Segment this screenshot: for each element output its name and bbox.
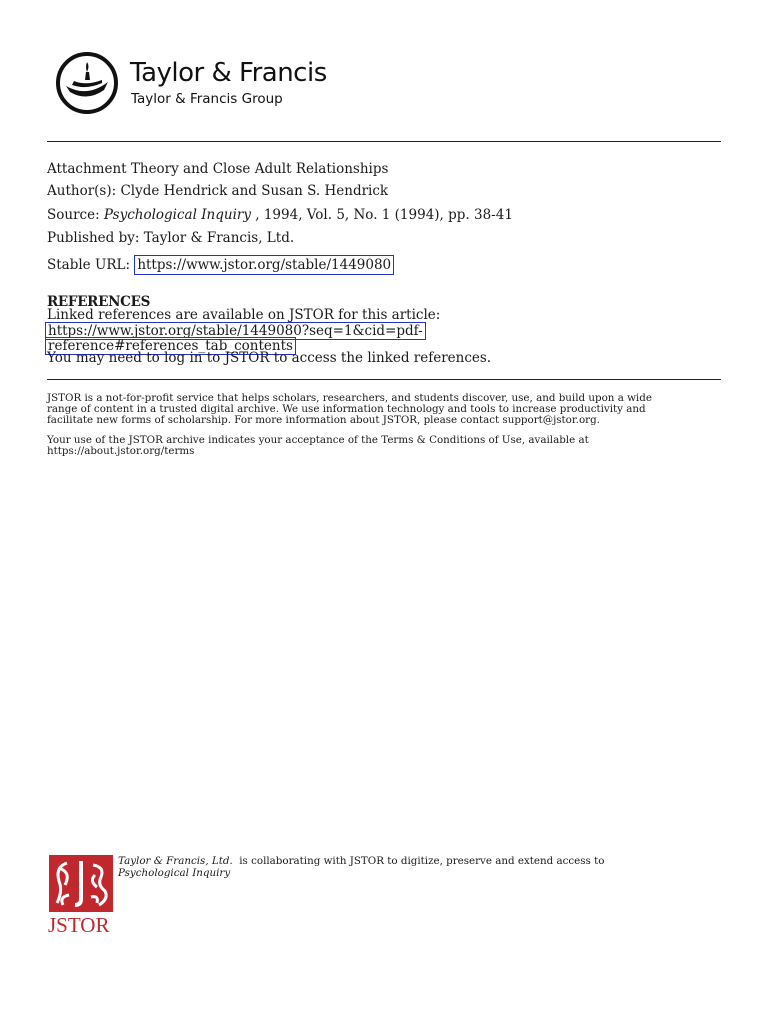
article-authors: [47, 182, 388, 200]
collaboration-statement: [118, 855, 604, 879]
authors-value: Clyde Hendrick and Susan S. Hendrick: [120, 183, 389, 199]
collab-journal: Psychological Inquiry: [118, 867, 231, 879]
notice-line: range of content in a trusted digital archive. We use information technology and tools to increase productivity and: [47, 403, 646, 415]
article-title: Attachment Theory and Close Adult Relationships: [47, 161, 389, 177]
source-journal: Psychological Inquiry: [103, 207, 251, 223]
terms-url[interactable]: https://about.jstor.org/terms: [47, 445, 195, 457]
publisher-logo-title: Taylor & Francis: [130, 58, 327, 88]
references-heading: REFERENCES: [47, 294, 151, 310]
stable-url-link[interactable]: https://www.jstor.org/stable/1449080: [134, 255, 394, 275]
divider: [47, 379, 721, 380]
references-intro: Linked references are available on JSTOR for this article:: [47, 307, 441, 323]
jstor-seal-icon: [49, 855, 113, 912]
publisher-logo-subtitle: Taylor & Francis Group: [131, 91, 283, 107]
jstor-wordmark: JSTOR: [48, 913, 110, 937]
references-link-part2[interactable]: reference#references_tab_contents: [45, 337, 296, 355]
published-label: Published by:: [47, 230, 144, 246]
terms-line: Your use of the JSTOR archive indicates your acceptance of the Terms & Conditions of Use, available at: [47, 434, 589, 446]
stable-url-line: [47, 256, 394, 274]
stable-url-label: Stable URL:: [47, 257, 135, 273]
references-link-part1[interactable]: https://www.jstor.org/stable/1449080?seq=1&cid=pdf-: [45, 322, 426, 340]
article-publisher: [47, 229, 294, 247]
taylor-francis-logo-icon: [52, 52, 122, 121]
publisher-value: Taylor & Francis, Ltd.: [143, 230, 295, 246]
collab-publisher: Taylor & Francis, Ltd.: [118, 855, 233, 867]
collab-line2: [118, 867, 604, 879]
collab-text: is collaborating with JSTOR to digitize, preserve and extend access to: [232, 855, 605, 867]
article-source: [47, 206, 513, 224]
notice-line: JSTOR is a not-for-profit service that helps scholars, researchers, and students discover, use, and build upon a wide: [47, 392, 652, 404]
source-label: Source:: [47, 207, 104, 223]
collab-line1: [118, 855, 604, 867]
notice-line: facilitate new forms of scholarship. For more information about JSTOR, please contact support@jstor.org.: [47, 414, 600, 426]
divider: [47, 141, 721, 142]
authors-label: Author(s):: [47, 183, 121, 199]
references-note: You may need to log in to JSTOR to access the linked references.: [47, 350, 492, 366]
source-details: , 1994, Vol. 5, No. 1 (1994), pp. 38-41: [250, 207, 513, 223]
